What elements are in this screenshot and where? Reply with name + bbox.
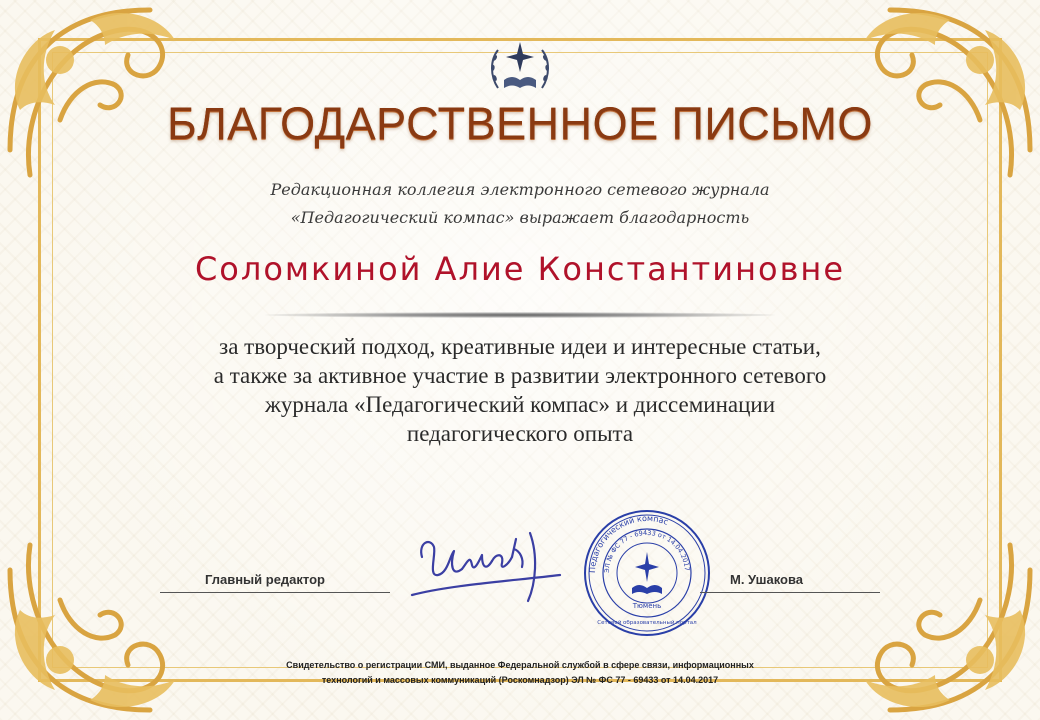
reason-line-3: журнала «Педагогический компас» и диссеминации	[264, 392, 776, 417]
reason-line-2: а также за активное участие в развитии электронного сетевого	[213, 363, 827, 388]
editor-name-label: М. Ушакова	[730, 572, 804, 587]
stamp-city-text: Тюмень	[632, 602, 662, 610]
intro-line-2: «Педагогический компас» выражает благодарность	[290, 208, 750, 227]
decorative-divider	[265, 312, 775, 318]
compass-book-logo-icon	[488, 38, 552, 98]
stamp-reg-text: ЭЛ № ФС 77 - 69433 от 14.04.2017	[602, 528, 691, 574]
stamp-bottom-text: Сетевой образовательный портал	[597, 620, 697, 626]
chief-editor-label: Главный редактор	[205, 572, 325, 587]
corner-ornament-top-right	[850, 0, 1040, 190]
recipient-name: Соломкиной Алие Константиновне	[194, 250, 846, 288]
handwritten-signature	[410, 525, 580, 605]
certificate-title: БЛАГОДАРСТВЕННОЕ ПИСЬМО	[0, 98, 1040, 150]
stamp-outer-text: Педагогический компас	[587, 513, 670, 574]
corner-ornament-top-left	[0, 0, 190, 190]
signature-line-left	[160, 592, 390, 593]
corner-ornament-bottom-left	[0, 530, 190, 720]
corner-ornament-bottom-right	[850, 530, 1040, 720]
signature-line-right	[700, 592, 880, 593]
official-stamp	[582, 508, 712, 638]
reason-line-4: педагогического опыта	[406, 421, 634, 446]
intro-line-1: Редакционная коллегия электронного сетевого журнала	[270, 180, 770, 199]
footer-registration-line-1: Свидетельство о регистрации СМИ, выданное Федеральной службой в сфере связи, информационных	[286, 660, 754, 670]
reason-line-1: за творческий подход, креативные идеи и интересные статьи,	[219, 334, 821, 359]
footer-registration-line-2: технологий и массовых коммуникаций (Роскомнадзор) ЭЛ № ФС 77 - 69433 от 14.04.2017	[321, 675, 719, 685]
